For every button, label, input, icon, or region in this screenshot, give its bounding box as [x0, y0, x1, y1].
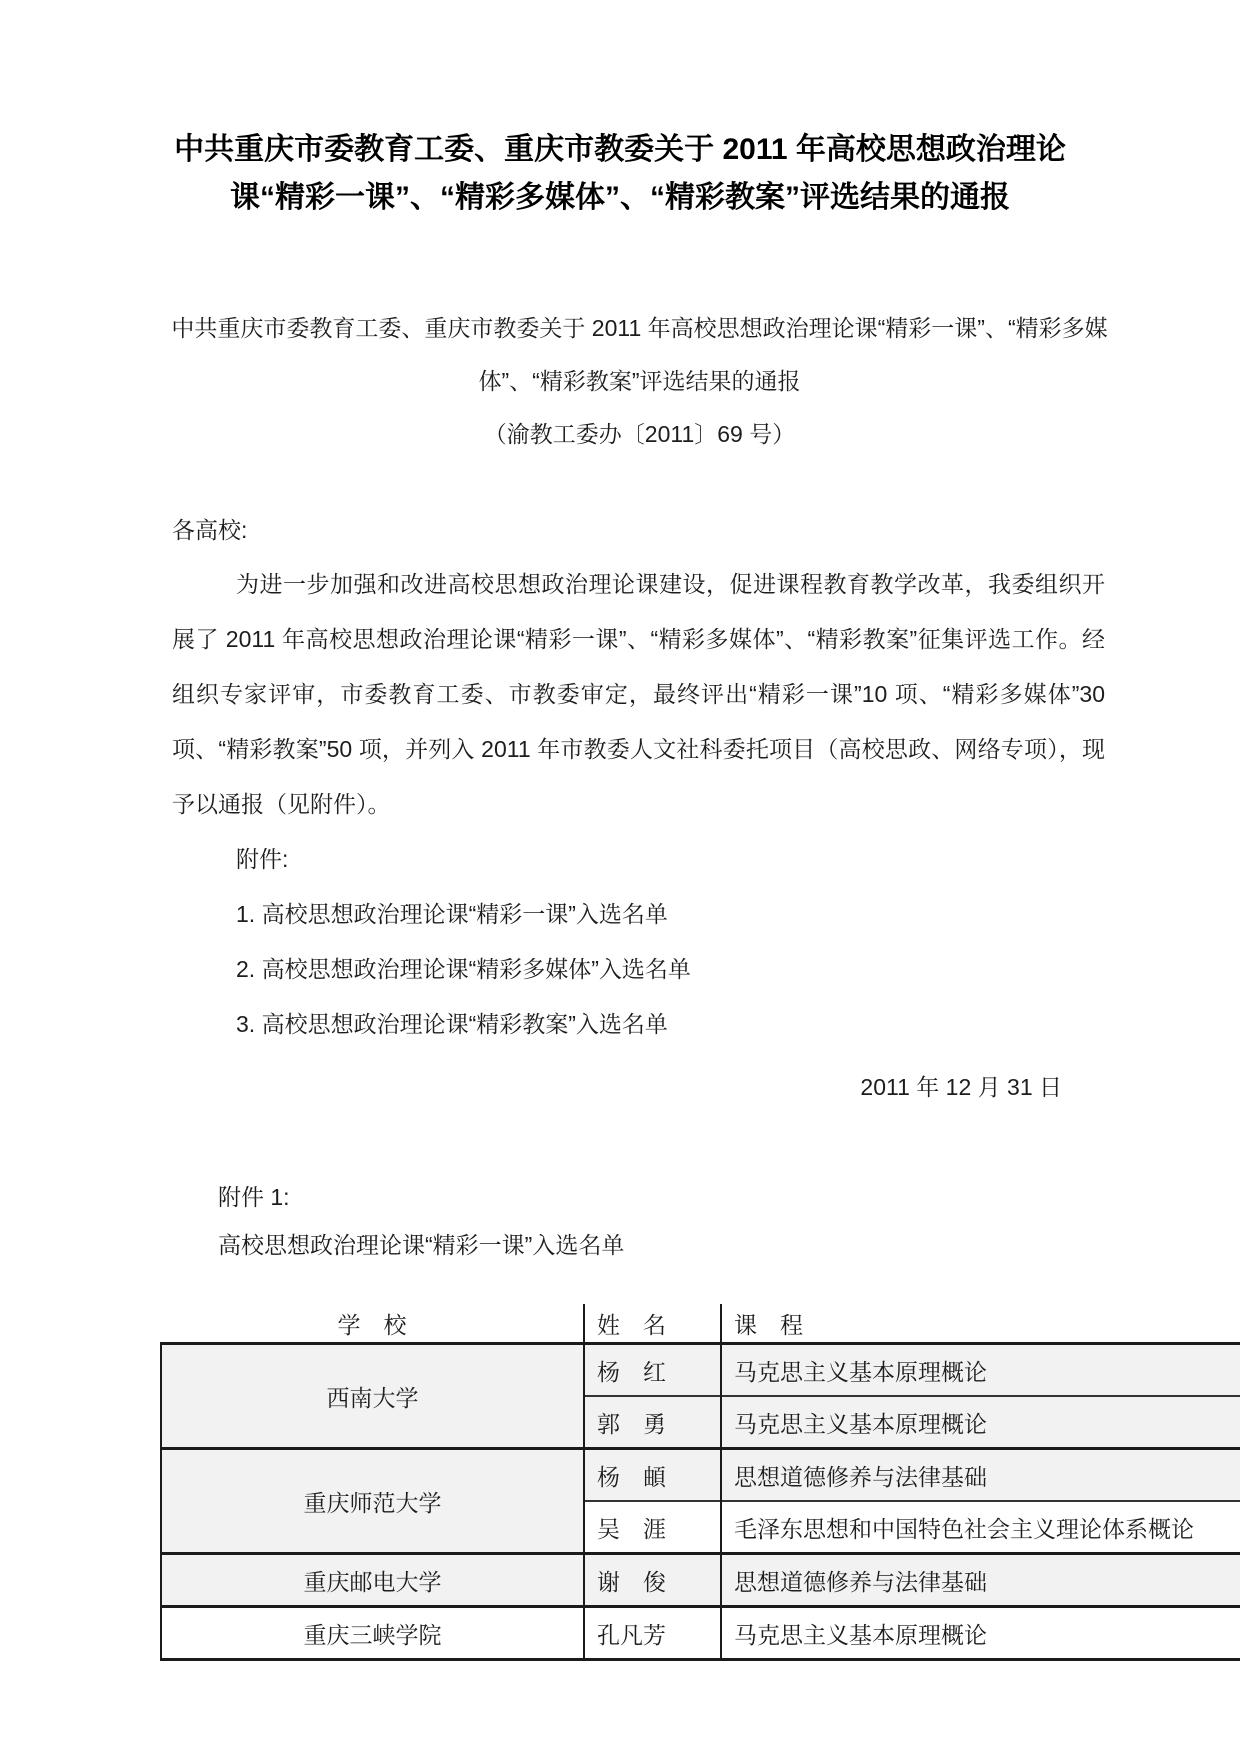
body-paragraph: 为进一步加强和改进高校思想政治理论课建设，促进课程教育教学改革，我委组织开展了 2011 年高校思想政治理论课“精彩一课”、“精彩多媒体”、“精彩教案”征集评选工作。经组织专家评审，市委教育工委、市教委审定，最终评出“精彩一课”10 项、“精彩多媒体”30 项、“精彩教案”50 项，并列入 2011 年市教委人文社科委托项目（高校思政、网络专项），现予以通报（见附件）。 — [172, 571, 1105, 817]
course-cell: 马克思主义基本原理概论 — [721, 1344, 1240, 1397]
table-row — [161, 1607, 1240, 1660]
course-cell: 马克思主义基本原理概论 — [721, 1607, 1240, 1660]
school-cell: 重庆三峡学院 — [161, 1607, 584, 1660]
salutation: 各高校: — [172, 517, 248, 543]
school-cell: 重庆邮电大学 — [161, 1554, 584, 1607]
course-cell: 思想道德修养与法律基础 — [721, 1554, 1240, 1607]
course-cell: 毛泽东思想和中国特色社会主义理论体系概论 — [721, 1501, 1240, 1554]
appendix-label: 附件 1: — [218, 1184, 290, 1210]
name-cell: 杨 红 — [584, 1344, 721, 1397]
attachment-item-2: 2. 高校思想政治理论课“精彩多媒体”入选名单 — [236, 956, 691, 982]
header-row — [161, 1304, 1240, 1344]
selection-table-body — [161, 1344, 1240, 1660]
school-cell: 重庆师范大学 — [161, 1449, 584, 1554]
header-name: 姓 名 — [584, 1304, 721, 1344]
name-cell: 孔凡芳 — [584, 1607, 721, 1660]
name-cell: 郭 勇 — [584, 1396, 721, 1449]
selection-table — [160, 1304, 1240, 1661]
document-date: 2011 年 12 月 31 日 — [860, 1074, 1062, 1100]
attachment-item-1: 1. 高校思想政治理论课“精彩一课”入选名单 — [236, 901, 668, 927]
course-cell: 思想道德修养与法律基础 — [721, 1449, 1240, 1502]
attachments-label: 附件: — [236, 846, 289, 872]
document-title: 中共重庆市委教育工委、重庆市教委关于 2011 年高校思想政治理论课“精彩一课”、“精彩多媒体”、“精彩教案”评选结果的通报 — [174, 133, 1066, 214]
selection-table-header — [161, 1304, 1240, 1344]
school-cell: 西南大学 — [161, 1344, 584, 1449]
course-cell: 马克思主义基本原理概论 — [721, 1396, 1240, 1449]
header-course: 课 程 — [721, 1304, 1240, 1344]
attachment-item-3: 3. 高校思想政治理论课“精彩教案”入选名单 — [236, 1011, 668, 1037]
table-row — [161, 1554, 1240, 1607]
document-subtitle: 中共重庆市委教育工委、重庆市教委关于 2011 年高校思想政治理论课“精彩一课”、“精彩多媒体”、“精彩教案”评选结果的通报 — [171, 315, 1108, 394]
name-cell: 谢 俊 — [584, 1554, 721, 1607]
name-cell: 吴 涯 — [584, 1501, 721, 1554]
appendix-title: 高校思想政治理论课“精彩一课”入选名单 — [218, 1232, 625, 1258]
document-number: （渝教工委办〔2011〕69 号） — [483, 421, 796, 447]
table-row — [161, 1449, 1240, 1502]
table-row — [161, 1344, 1240, 1397]
header-school: 学 校 — [161, 1304, 584, 1344]
name-cell: 杨 頔 — [584, 1449, 721, 1502]
